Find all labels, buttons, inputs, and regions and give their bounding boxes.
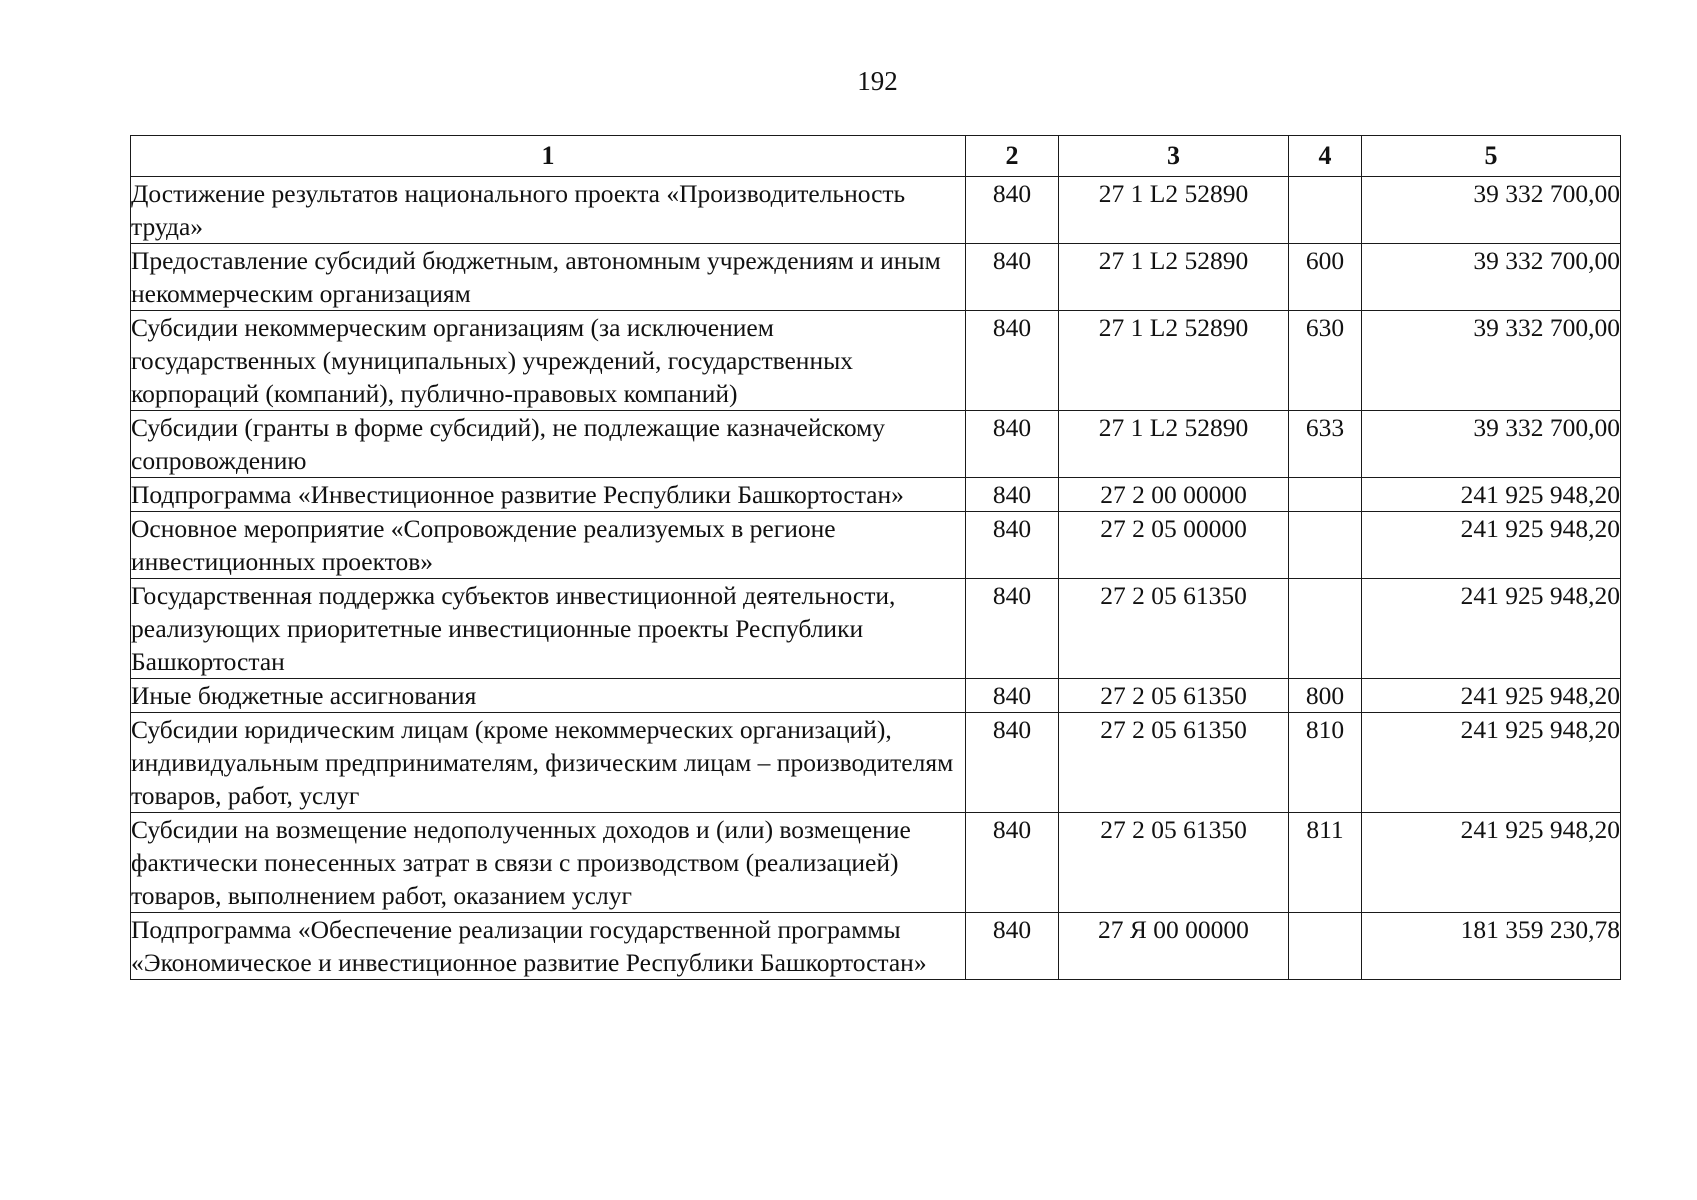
row-name: Подпрограмма «Обеспечение реализации государственной программы «Экономическое и инвестиционное развитие Республики Башкортостан» [131,913,966,980]
header-col-2: 2 [966,136,1059,177]
row-name: Подпрограмма «Инвестиционное развитие Республики Башкортостан» [131,478,966,512]
row-ved: 840 [966,813,1059,913]
row-type: 630 [1289,311,1362,411]
table-row [131,813,1621,913]
row-name: Субсидии некоммерческим организациям (за исключением государственных (муниципальных) учреждений, государственных корпораций (компаний), публично-правовых компаний) [131,311,966,411]
budget-table [130,135,1621,980]
header-col-3: 3 [1059,136,1289,177]
row-sum: 181 359 230,78 [1362,913,1621,980]
row-name: Государственная поддержка субъектов инвестиционной деятельности, реализующих приоритетные инвестиционные проекты Республики Башкортостан [131,579,966,679]
row-ved: 840 [966,913,1059,980]
row-name: Субсидии на возмещение недополученных доходов и (или) возмещение фактически понесенных затрат в связи с производством (реализацией) товаров, выполнением работ, оказанием услуг [131,813,966,913]
row-ved: 840 [966,311,1059,411]
table-row [131,478,1621,512]
row-sum: 241 925 948,20 [1362,579,1621,679]
table-row [131,679,1621,713]
row-name: Достижение результатов национального проекта «Производительность труда» [131,177,966,244]
table-row [131,244,1621,311]
row-type: 633 [1289,411,1362,478]
row-code: 27 1 L2 52890 [1059,177,1289,244]
row-ved: 840 [966,177,1059,244]
row-type: 600 [1289,244,1362,311]
row-sum: 39 332 700,00 [1362,177,1621,244]
row-ved: 840 [966,679,1059,713]
row-name: Субсидии (гранты в форме субсидий), не подлежащие казначейскому сопровождению [131,411,966,478]
row-code: 27 2 05 61350 [1059,713,1289,813]
row-code: 27 2 05 61350 [1059,813,1289,913]
table-row [131,713,1621,813]
row-type: 810 [1289,713,1362,813]
row-ved: 840 [966,713,1059,813]
row-type: 811 [1289,813,1362,913]
row-sum: 39 332 700,00 [1362,311,1621,411]
row-code: 27 2 05 00000 [1059,512,1289,579]
row-code: 27 2 05 61350 [1059,579,1289,679]
row-ved: 840 [966,244,1059,311]
row-code: 27 1 L2 52890 [1059,411,1289,478]
row-sum: 241 925 948,20 [1362,478,1621,512]
row-name: Основное мероприятие «Сопровождение реализуемых в регионе инвестиционных проектов» [131,512,966,579]
row-type [1289,512,1362,579]
row-ved: 840 [966,512,1059,579]
table-row [131,579,1621,679]
row-ved: 840 [966,411,1059,478]
page-number: 192 [857,66,898,96]
row-sum: 241 925 948,20 [1362,512,1621,579]
table-row [131,512,1621,579]
row-type [1289,579,1362,679]
row-code: 27 Я 00 00000 [1059,913,1289,980]
row-sum: 241 925 948,20 [1362,679,1621,713]
row-code: 27 1 L2 52890 [1059,311,1289,411]
row-code: 27 2 05 61350 [1059,679,1289,713]
row-type [1289,478,1362,512]
row-type [1289,913,1362,980]
row-code: 27 2 00 00000 [1059,478,1289,512]
table-header-row [131,136,1621,177]
table-row [131,411,1621,478]
row-type: 800 [1289,679,1362,713]
table-row [131,177,1621,244]
row-ved: 840 [966,579,1059,679]
row-sum: 241 925 948,20 [1362,813,1621,913]
header-col-4: 4 [1289,136,1362,177]
row-type [1289,177,1362,244]
row-name: Субсидии юридическим лицам (кроме некоммерческих организаций), индивидуальным предпринимателям, физическим лицам – производителям товаров, работ, услуг [131,713,966,813]
row-sum: 39 332 700,00 [1362,244,1621,311]
row-name: Иные бюджетные ассигнования [131,679,966,713]
row-ved: 840 [966,478,1059,512]
row-name: Предоставление субсидий бюджетным, автономным учреждениям и иным некоммерческим организациям [131,244,966,311]
table-row [131,311,1621,411]
row-code: 27 1 L2 52890 [1059,244,1289,311]
header-col-1: 1 [131,136,966,177]
row-sum: 39 332 700,00 [1362,411,1621,478]
header-col-5: 5 [1362,136,1621,177]
row-sum: 241 925 948,20 [1362,713,1621,813]
table-row [131,913,1621,980]
